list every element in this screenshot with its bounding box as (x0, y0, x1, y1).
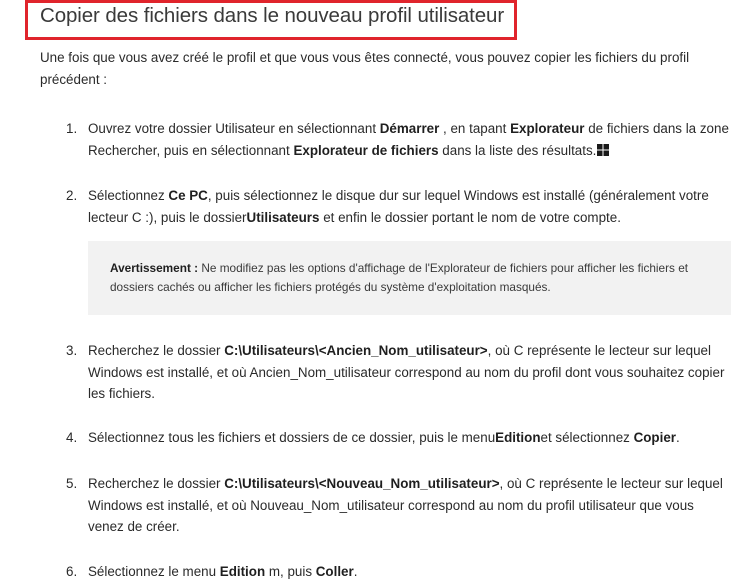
step-text-part: de fichiers dans la zone Rechercher, puis en sélectionnant (88, 121, 729, 158)
intro-paragraph: Une fois que vous avez créé le profil et que vous vous êtes connecté, vous pouvez copier les fichiers du profil précédent : (40, 50, 690, 87)
step-bold-term: Edition (219, 564, 266, 579)
step-number: 3. (66, 343, 78, 358)
step-text (88, 561, 731, 583)
step-number: 6. (66, 564, 78, 579)
step-4 (66, 427, 731, 449)
warning-text (110, 259, 720, 296)
section-title: Copier des fichiers dans le nouveau profil utilisateur (40, 4, 505, 27)
step-text (88, 185, 731, 228)
step-bold-term: Explorateur de fichiers (293, 142, 439, 158)
step-1 (66, 118, 731, 161)
step-text (88, 473, 731, 538)
step-text-part: , puis sélectionnez le disque dur sur lequel Windows est installé (généralement votre lecteur C :), puis le dossier (88, 188, 709, 225)
step-number: 4. (66, 430, 78, 445)
step-number: 5. (66, 476, 78, 491)
step-number: 2. (66, 188, 78, 203)
step-text (88, 427, 731, 449)
step-3 (66, 340, 731, 405)
step-text-part: et sélectionnez (540, 430, 634, 445)
step-bold-term: Explorateur (510, 121, 585, 136)
step-text-part: . (676, 430, 680, 445)
step-text-part: Sélectionnez (88, 188, 169, 203)
step-bold-term: Coller (315, 564, 354, 579)
step-text-part: , en tapant (439, 121, 511, 136)
step-text-part: dans la liste des résultats. (438, 142, 597, 158)
step-text-part: , où C représente le lecteur sur lequel Windows est installé, et où Nouveau_Nom_utilisateur correspond au nom du profil utilisateur que vous venez de créer. (88, 476, 723, 534)
step-text-part: , où C représente le lecteur sur lequel Windows est installé, et où Ancien_Nom_utilisateur correspond au nom du profil dont vous souhaitez copier les fichiers. (88, 343, 725, 401)
step-text-part: Ouvrez votre dossier Utilisateur en sélectionnant (88, 121, 380, 136)
step-5 (66, 473, 731, 538)
warning-body: Ne modifiez pas les options d'affichage de l'Explorateur de fichiers pour afficher les fichiers et dossiers cachés ou afficher les fichiers protégés du système d'exploitation masqués. (110, 261, 689, 294)
step-bold-term: Démarrer (379, 121, 440, 136)
step-text-part: et enfin le dossier portant le nom de votre compte. (319, 209, 621, 225)
step-text (88, 340, 731, 405)
step-text-part: . (353, 564, 358, 579)
step-text-part: Sélectionnez le menu (88, 564, 220, 579)
step-2 (66, 185, 731, 228)
step-bold-term: Copier (633, 430, 676, 445)
step-bold-term: C:\Utilisateurs\<Ancien_Nom_utilisateur> (224, 343, 488, 358)
step-bold-term: Utilisateurs (246, 209, 320, 225)
step-text-part: Recherchez le dossier (88, 343, 225, 358)
step-bold-term: C:\Utilisateurs\<Nouveau_Nom_utilisateur> (224, 476, 500, 491)
warning-box (88, 241, 731, 315)
step-bold-term: Edition (495, 430, 541, 445)
step-text-part: Sélectionnez tous les fichiers et dossiers de ce dossier, puis le menu (88, 430, 496, 445)
step-6 (66, 561, 731, 583)
warning-label: Avertissement : (110, 261, 199, 275)
step-text-part: Recherchez le dossier (88, 476, 225, 491)
step-bold-term: Ce PC (168, 188, 208, 203)
step-number: 1. (66, 121, 78, 136)
step-text-part: m, puis (265, 564, 316, 579)
step-text (88, 118, 731, 161)
windows-logo-icon (597, 144, 609, 156)
